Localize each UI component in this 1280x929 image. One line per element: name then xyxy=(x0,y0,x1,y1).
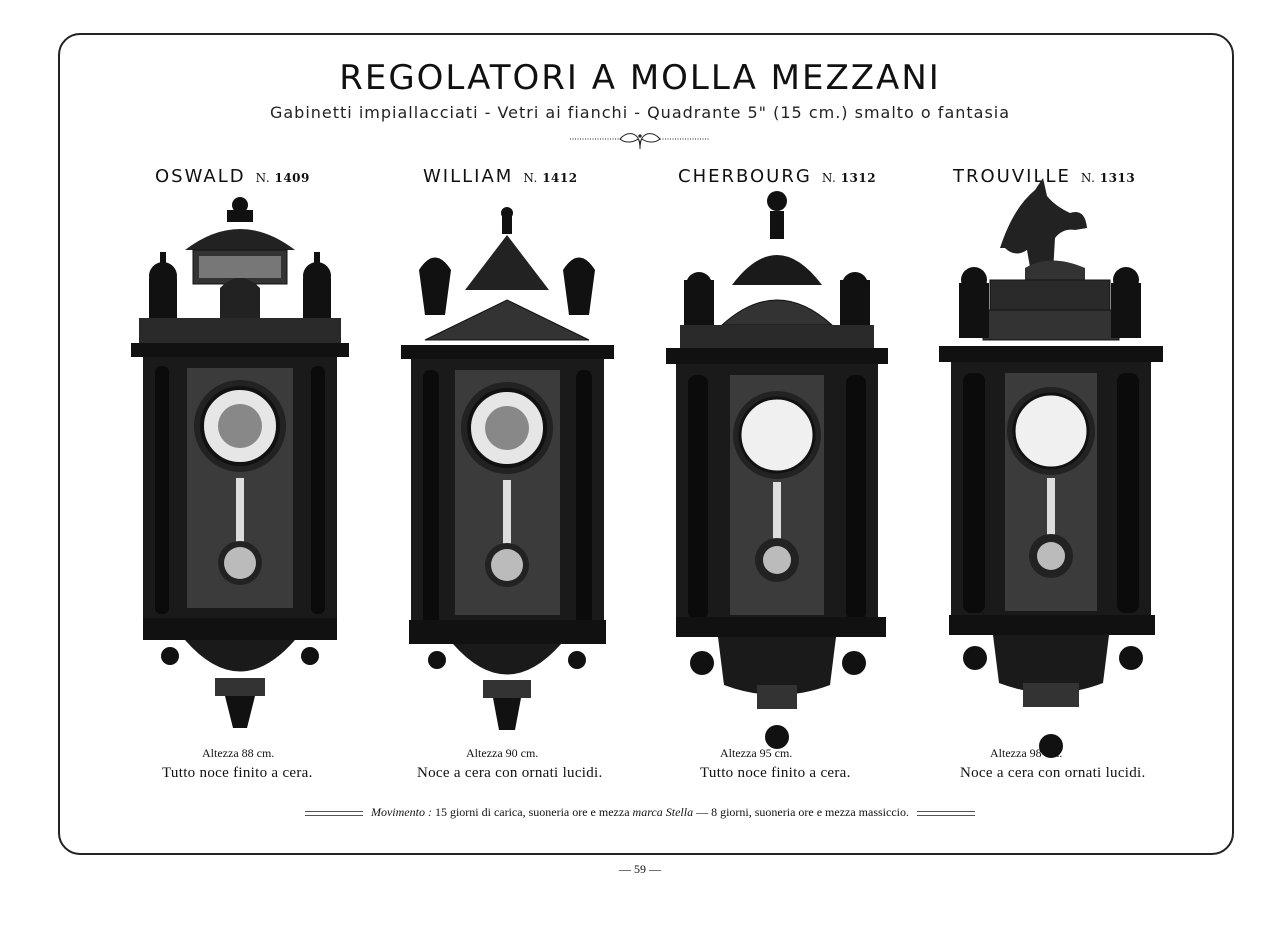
clock-title-william xyxy=(423,166,578,187)
model-number-prefix: N. xyxy=(255,171,271,185)
model-name: WILLIAM xyxy=(423,166,514,187)
model-name: CHERBOURG xyxy=(678,166,812,187)
movement-note xyxy=(0,805,1280,820)
page-subtitle: Gabinetti impiallacciati - Vetri ai fianchi - Quadrante 5" (15 cm.) smalto o fantasia xyxy=(269,103,1011,122)
height-label: Altezza 95 cm. xyxy=(720,746,793,760)
rule-left xyxy=(305,811,363,816)
model-number-prefix: N. xyxy=(523,171,538,185)
model-name: TROUVILLE xyxy=(953,166,1071,187)
movement-text-b: — 8 giorni, suoneria ore e mezza massiccio. xyxy=(693,805,910,819)
model-number: 1312 xyxy=(840,171,877,185)
height-label: Altezza 98 cm. xyxy=(990,746,1063,760)
clock-illustration-oswald xyxy=(125,188,355,738)
height-label: Altezza 88 cm. xyxy=(202,746,275,760)
model-number-prefix: N. xyxy=(821,171,837,185)
page-title: REGOLATORI A MOLLA MEZZANI xyxy=(339,58,941,98)
model-number: 1412 xyxy=(542,171,578,185)
movement-text-a: 15 giorni di carica, suoneria ore e mezza xyxy=(431,805,633,819)
movement-label: Movimento : xyxy=(370,805,432,819)
title-ornament-icon xyxy=(570,130,710,152)
height-label: Altezza 90 cm. xyxy=(466,746,539,760)
rule-right xyxy=(917,811,975,816)
clock-illustration-cherbourg xyxy=(662,185,892,760)
description: Tutto noce finito a cera. xyxy=(700,765,851,781)
clock-illustration-trouville xyxy=(935,168,1167,760)
movement-brand: marca Stella xyxy=(632,805,694,819)
clock-title-cherbourg xyxy=(678,166,876,187)
model-number-prefix: N. xyxy=(1080,171,1096,185)
clock-illustration-william xyxy=(395,205,620,740)
model-name: OSWALD xyxy=(155,166,246,187)
clock-title-oswald xyxy=(155,166,310,187)
model-number: 1409 xyxy=(274,171,310,185)
description: Tutto noce finito a cera. xyxy=(162,765,313,781)
model-number: 1313 xyxy=(1099,171,1136,185)
description: Noce a cera con ornati lucidi. xyxy=(417,765,603,781)
page-number: — 59 — xyxy=(619,862,661,876)
description: Noce a cera con ornati lucidi. xyxy=(960,765,1146,781)
